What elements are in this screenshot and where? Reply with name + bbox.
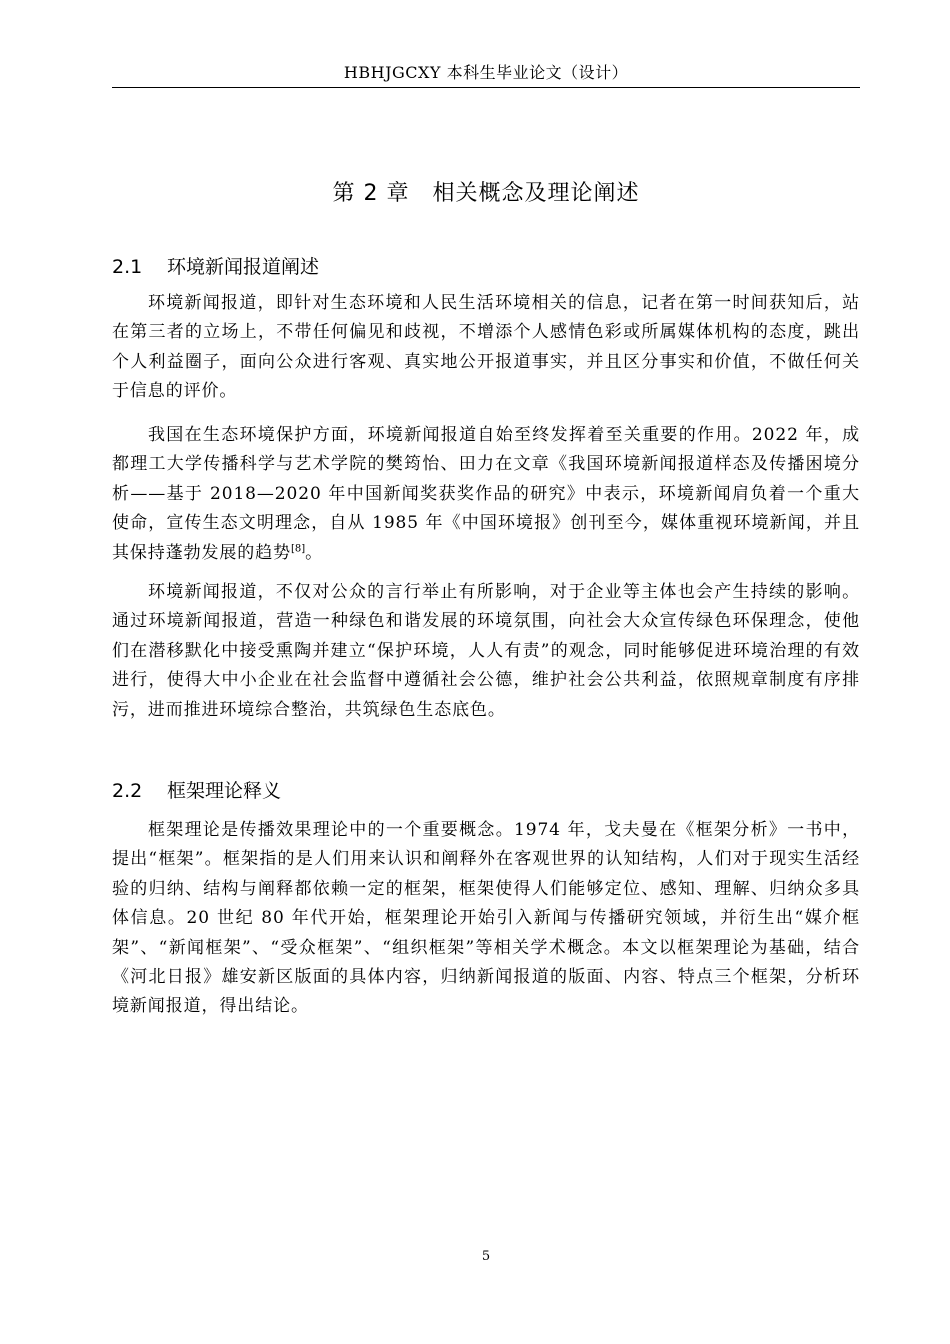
section-title: 环境新闻报道阐述 bbox=[167, 256, 320, 278]
paragraph: 环境新闻报道，即针对生态环境和人民生活环境相关的信息，记者在第一时间获知后，站在第三者的立场上，不带任何偏见和歧视，不增添个人感情色彩或所属媒体机构的态度，跳出个人利益圈子，面向公众进行客观、真实地公开报道事实，并且区分事实和价值，不做任何关于信息的评价。 bbox=[112, 293, 860, 402]
paragraph bbox=[112, 421, 860, 568]
paragraph: 框架理论是传播效果理论中的一个重要概念。1974 年，戈夫曼在《框架分析》一书中，提出“框架”。框架指的是人们用来认识和阐释外在客观世界的认知结构，人们对于现实生活经验的归纳、结构与阐释都依赖一定的框架，框架使得人们能够定位、感知、理解、归纳众多具体信息。20 世纪 80 年代开始，框架理论开始引入新闻与传播研究领域，并衍生出“媒介框架”、“新闻框架”、“受众框架”、“组织框架”等相关学术概念。本文以框架理论为基础，结合《河北日报》雄安新区版面的具体内容，归纳新闻报道的版面、内容、特点三个框架，分析环境新闻报道，得出结论。 bbox=[112, 820, 860, 1017]
citation-marker: [8] bbox=[291, 542, 306, 554]
page-header: HBHJGCXY 本科生毕业论文（设计） bbox=[343, 63, 629, 82]
paragraph: 环境新闻报道，不仅对公众的言行举止有所影响，对于企业等主体也会产生持续的影响。通过环境新闻报道，营造一种绿色和谐发展的环境氛围，向社会大众宣传绿色环保理念，使他们在潜移默化中接受熏陶并建立“保护环境，人人有责”的观念，同时能够促进环境治理的有效进行，使得大中小企业在社会监督中遵循社会公德，维护社会公共利益，依照规章制度有序排污，进而推进环境综合整治，共筑绿色生态底色。 bbox=[112, 582, 860, 720]
section-heading-2-1 bbox=[112, 253, 319, 281]
section-number: 2.2 bbox=[112, 780, 143, 802]
paragraph-text: 我国在生态环境保护方面，环境新闻报道自始至终发挥着至关重要的作用。2022 年，成都理工大学传播科学与艺术学院的樊筠怡、田力在文章《我国环境新闻报道样态及传播困境分析——基于 2018—2020 年中国新闻奖获奖作品的研究》中表示，环境新闻肩负着一个重大使命，宣传生态文明理念，自从 1985 年《中国环境报》创刊至今，媒体重视环境新闻，并且其保持蓬勃发展的趋势 bbox=[112, 425, 860, 563]
section-number: 2.1 bbox=[112, 256, 143, 278]
section-title: 框架理论释义 bbox=[167, 780, 282, 802]
chapter-title: 第 2 章 相关概念及理论阐述 bbox=[332, 181, 640, 206]
header-rule bbox=[112, 87, 860, 88]
section-heading-2-2 bbox=[112, 777, 281, 805]
paragraph-tail: 。 bbox=[305, 542, 324, 563]
page-number: 5 bbox=[481, 1249, 491, 1264]
